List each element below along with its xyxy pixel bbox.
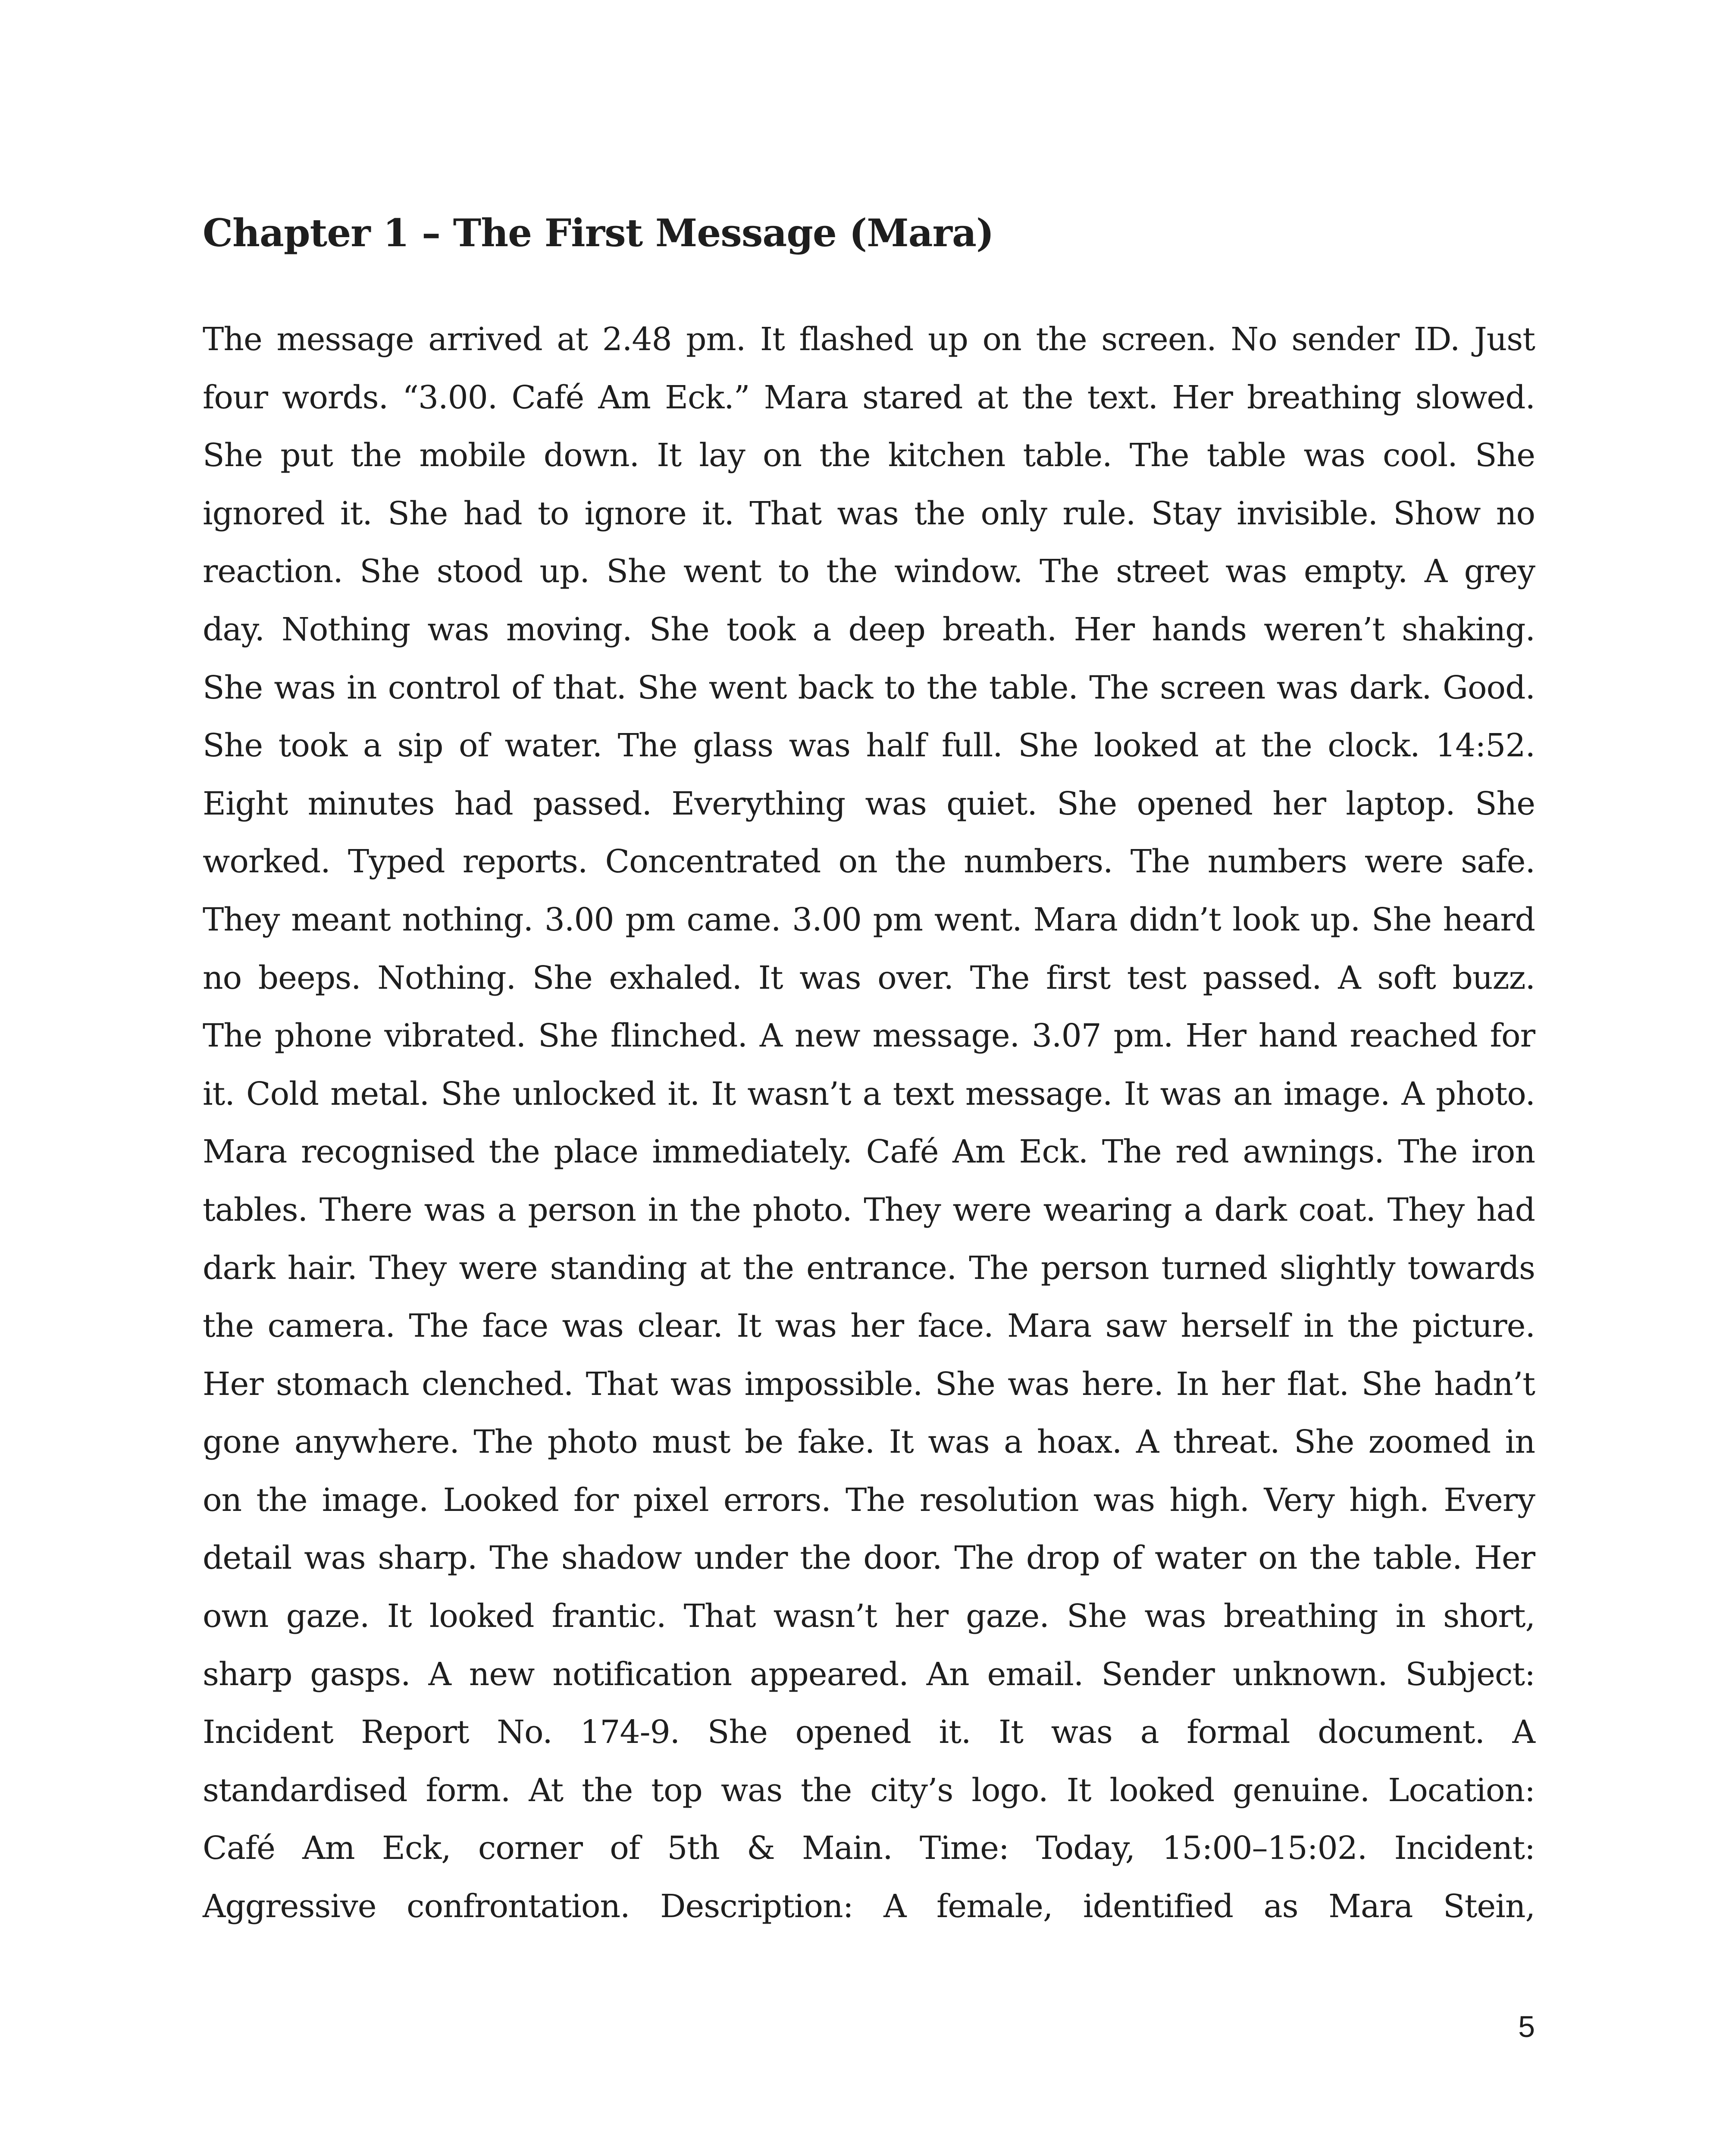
text-line: the camera. The face was clear. It was her face. Mara saw herself in the picture. (203, 1307, 1535, 1345)
text-line: sharp gasps. A new notification appeared. An email. Sender unknown. Subject: (203, 1655, 1535, 1693)
text-line: reaction. She stood up. She went to the window. The street was empty. A grey (203, 553, 1535, 590)
text-line: day. Nothing was moving. She took a deep breath. Her hands weren’t shaking. (203, 611, 1535, 648)
chapter-body-text (203, 310, 1535, 1936)
text-line: dark hair. They were standing at the entrance. The person turned slightly towards (203, 1249, 1535, 1287)
text-line: on the image. Looked for pixel errors. The resolution was high. Very high. Every (203, 1481, 1535, 1519)
text-line: standardised form. At the top was the city’s logo. It looked genuine. Location: (203, 1771, 1535, 1809)
text-line: Aggressive confrontation. Description: A female, identified as Mara Stein, (203, 1888, 1535, 1925)
text-line: Her stomach clenched. That was impossible. She was here. In her flat. She hadn’t (203, 1365, 1535, 1403)
text-line: four words. “3.00. Café Am Eck.” Mara stared at the text. Her breathing slowed. (203, 379, 1535, 416)
chapter-title: Chapter 1 – The First Message (Mara) (203, 210, 994, 255)
text-line: She took a sip of water. The glass was half full. She looked at the clock. 14:52. (203, 727, 1535, 765)
text-line: Mara recognised the place immediately. Café Am Eck. The red awnings. The iron (203, 1133, 1535, 1171)
text-line: She put the mobile down. It lay on the kitchen table. The table was cool. She (203, 437, 1535, 474)
text-line: Café Am Eck, corner of 5th & Main. Time: Today, 15:00–15:02. Incident: (203, 1830, 1535, 1867)
text-line: She was in control of that. She went back to the table. The screen was dark. Good. (203, 669, 1535, 706)
text-line: own gaze. It looked frantic. That wasn’t her gaze. She was breathing in short, (203, 1598, 1535, 1635)
text-line: Eight minutes had passed. Everything was quiet. She opened her laptop. She (203, 785, 1535, 822)
text-line: gone anywhere. The photo must be fake. It was a hoax. A threat. She zoomed in (203, 1423, 1535, 1461)
text-line: tables. There was a person in the photo. They were wearing a dark coat. They had (203, 1191, 1535, 1228)
text-line: no beeps. Nothing. She exhaled. It was over. The first test passed. A soft buzz. (203, 959, 1535, 997)
text-line: detail was sharp. The shadow under the door. The drop of water on the table. Her (203, 1539, 1535, 1577)
text-line: They meant nothing. 3.00 pm came. 3.00 pm went. Mara didn’t look up. She heard (203, 901, 1535, 938)
page-number: 5 (1518, 2010, 1535, 2043)
text-line: The phone vibrated. She flinched. A new message. 3.07 pm. Her hand reached for (203, 1017, 1535, 1055)
text-line: The message arrived at 2.48 pm. It flashed up on the screen. No sender ID. Just (203, 321, 1535, 358)
text-line: Incident Report No. 174-9. She opened it. It was a formal document. A (203, 1714, 1535, 1751)
text-line: it. Cold metal. She unlocked it. It wasn’t a text message. It was an image. A photo. (203, 1075, 1535, 1112)
text-line: ignored it. She had to ignore it. That was the only rule. Stay invisible. Show no (203, 495, 1535, 532)
text-line: worked. Typed reports. Concentrated on the numbers. The numbers were safe. (203, 843, 1535, 881)
